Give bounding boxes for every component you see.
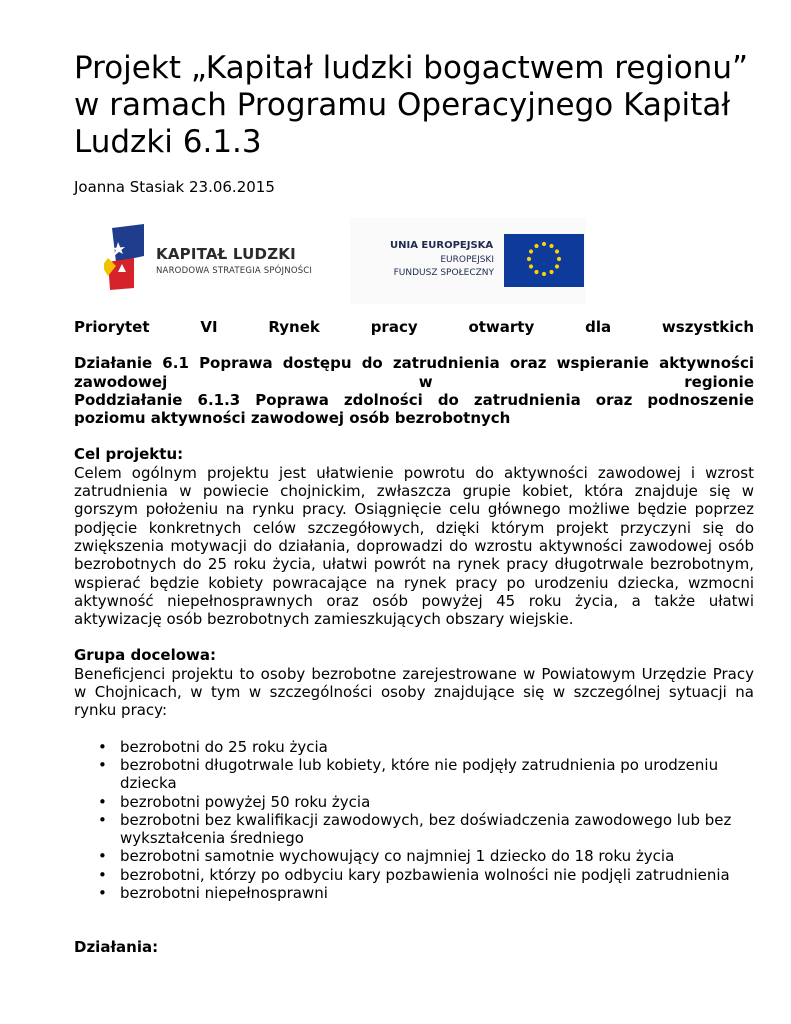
grupa-docelowa-heading: Grupa docelowa: (74, 646, 217, 665)
bullet-icon: • (98, 755, 107, 774)
poddzialanie-line-2: poziomu aktywności zawodowej osób bezrobotnych (74, 409, 511, 428)
kapital-ludzki-name: KAPITAŁ LUDZKI (156, 245, 296, 263)
eu-logo (350, 218, 586, 304)
cel-projektu-text: Celem ogólnym projektu jest ułatwienie powrotu do aktywności zawodowej i wzrost zatrudnienia w powiecie chojnickim, zwłaszcza grupie kobiet, która znajduje się w gorszym położeniu na rynku pracy. Osiągnięcie celu głównego możliwe będzie poprzez podjęcie konkretnych celów szczegółowych, dzięki którym projekt przyczyni się do zwiększenia motywacji do działania, doprowadzi do wzrostu aktywności zawodowej osób bezrobotnych do 25 roku życia, ułatwi powrót na rynek pracy długotrwale bezrobotnym, wspierać będzie kobiety powracające na rynek pracy po urodzeniu dziecka, wzmocni aktywność niepełnosprawnych oraz osób powyżej 45 roku życia, a także ułatwi aktywizację osób bezrobotnych zamieszkujących obszary wiejskie. (74, 463, 754, 629)
dzialania-heading: Działania: (74, 938, 159, 957)
bullet-icon: • (98, 737, 107, 756)
list-item: • bezrobotni bez kwalifikacji zawodowych, bez doświadczenia zawodowego lub bez wykształcenia średniego (98, 810, 732, 848)
poddzialanie-line-1: Poddziałanie 6.1.3 Poprawa zdolności do zatrudnienia oraz podnoszenie (74, 390, 754, 409)
dzialanie-line-1: Działanie 6.1 Poprawa dostępu do zatrudnienia oraz wspieranie aktywności (74, 354, 754, 373)
kapital-ludzki-subtitle: NARODOWA STRATEGIA SPÓJNOŚCI (156, 266, 313, 276)
dzialanie-line-2: zawodowej w regionie (74, 372, 754, 391)
document-body (74, 318, 754, 957)
eu-logo-line2: EUROPEJSKI (440, 255, 494, 265)
list-item: • bezrobotni niepełnosprawni (98, 884, 328, 903)
bullet-icon: • (98, 810, 107, 829)
list-item: • bezrobotni długotrwale lub kobiety, które nie podjęły zatrudnienia po urodzeniu dziecka (98, 755, 719, 793)
target-group-list (74, 738, 754, 903)
list-item: • bezrobotni powyżej 50 roku życia (98, 792, 371, 811)
grupa-docelowa-text: Beneficjenci projektu to osoby bezrobotne zarejestrowane w Powiatowym Urzędzie Pracy w Chojnicach, w tym w szczególności osoby znajdujące się w szczególnej sytuacji na rynku pracy: (74, 664, 754, 720)
cel-projektu-heading: Cel projektu: (74, 445, 184, 464)
eu-logo-line3: FUNDUSZ SPOŁECZNY (393, 268, 494, 278)
bullet-icon: • (98, 865, 107, 884)
kapital-ludzki-flag-icon (104, 222, 150, 292)
eu-logo-line1: UNIA EUROPEJSKA (390, 240, 494, 251)
list-item: • bezrobotni, którzy po odbyciu kary pozbawienia wolności nie podjęli zatrudnienia (98, 865, 730, 884)
list-item: • bezrobotni samotnie wychowujący co najmniej 1 dziecko do 18 roku życia (98, 847, 675, 866)
kapital-ludzki-logo (104, 222, 344, 294)
bullet-icon: • (98, 847, 107, 866)
bullet-icon: • (98, 792, 107, 811)
author-date-line: Joanna Stasiak 23.06.2015 (74, 178, 275, 196)
list-item: • bezrobotni do 25 roku życia (98, 737, 328, 756)
eu-flag-icon (504, 234, 584, 287)
priorytet-heading: Priorytet VI Rynek pracy otwarty dla wszystkich (74, 318, 754, 336)
document-title: Projekt „Kapitał ludzki bogactwem regionu” w ramach Programu Operacyjnego Kapitał Ludzki 6.1.3 (74, 50, 749, 160)
bullet-icon: • (98, 884, 107, 903)
